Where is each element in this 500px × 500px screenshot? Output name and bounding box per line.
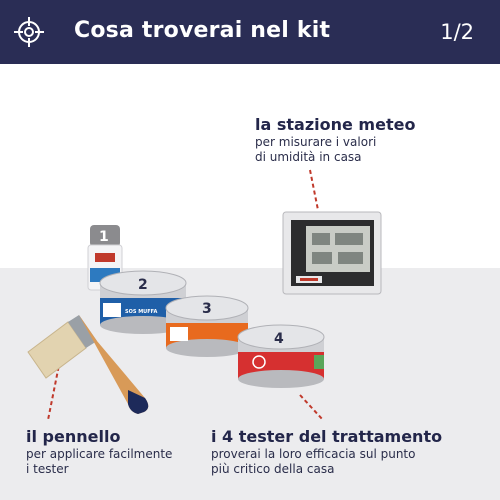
meteo-desc-line-2: di umidità in casa: [255, 150, 362, 164]
pennello-desc-line-2: i tester: [26, 462, 69, 476]
tin-2-label: SOS MUFFA: [125, 309, 158, 315]
tester-desc-line-1: proverai la loro efficacia sul punto: [211, 447, 416, 461]
number-3: 3: [202, 301, 212, 317]
meteo-leader-line: [310, 170, 318, 210]
pennello-desc-line-1: per applicare facilmente: [26, 447, 173, 461]
pennello-title: il pennello: [26, 427, 121, 446]
pennello-description: [26, 447, 196, 477]
page-indicator: 1/2: [440, 20, 474, 44]
meteo-description: [255, 135, 455, 165]
tester-leader-line: [300, 395, 323, 420]
meteo-desc-line-1: per misurare i valori: [255, 135, 377, 149]
tester-description: [211, 447, 471, 477]
number-2: 2: [138, 277, 148, 293]
number-4: 4: [274, 331, 284, 347]
meteo-title: la stazione meteo: [255, 115, 416, 134]
tester-title: i 4 tester del trattamento: [211, 427, 443, 446]
number-1: 1: [99, 229, 109, 245]
tester-desc-line-2: più critico della casa: [211, 462, 335, 476]
weather-station-image: [283, 212, 381, 294]
page-title: Cosa troverai nel kit: [74, 18, 331, 43]
